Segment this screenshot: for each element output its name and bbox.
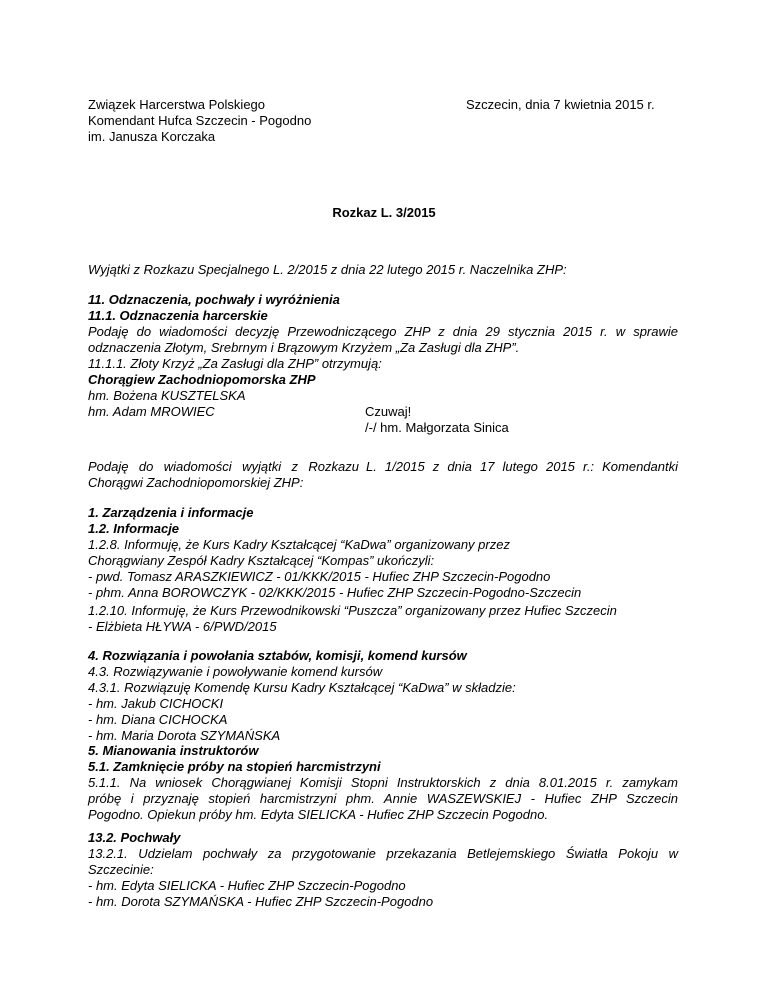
intro2-right-line-1: L. 1/2015 z dnia 17 lutego 2015 r.: Komendantki: [366, 459, 678, 474]
section-11: [88, 292, 678, 420]
section-13-para-line-2: Szczecinie:: [88, 862, 154, 877]
section-4-line-5: - hm. Maria Dorota SZYMAŃSKA: [88, 728, 281, 743]
section-1-2-10: [88, 603, 678, 635]
section-11-para-line-1: Podaję do wiadomości decyzję Przewodniczącego ZHP z dnia 29 stycznia 2015 r. w sprawie: [88, 324, 678, 339]
intro2-left-line-2: Chorągwi Zachodniopomorskiej ZHP:: [88, 475, 304, 490]
section-5-heading: 5. Mianowania instruktorów: [88, 743, 259, 758]
section-1-2-10-line-2: - Elżbieta HŁYWA - 6/PWD/2015: [88, 619, 277, 634]
section-4-line-1: 4.3. Rozwiązywanie i powoływanie komend kursów: [88, 664, 383, 679]
section-1-line-2: Chorągwiany Zespół Kadry Kształcącej “Kompas” ukończyli:: [88, 553, 435, 568]
section-5-para-line-2: próbę i przyznaję stopień harcmistrzyni phm. Annie WASZEWSKIEJ - Hufiec ZHP Szczecin: [88, 791, 678, 806]
section-11-1-heading: 11.1. Odznaczenia harcerskie: [88, 308, 268, 323]
section-4-line-2: 4.3.1. Rozwiązuję Komendę Kursu Kadry Kształcącej “KaDwa” w składzie:: [88, 680, 516, 695]
section-1-line-4: - phm. Anna BOROWCZYK - 02/KKK/2015 - Hufiec ZHP Szczecin-Pogodno-Szczecin: [88, 585, 582, 600]
section-4-line-4: - hm. Diana CICHOCKA: [88, 712, 228, 727]
section-13-2-heading: 13.2. Pochwały: [88, 830, 181, 845]
section-5: [88, 743, 678, 823]
section-11-para-line-2: odznaczenia Złotym, Srebrnym i Brązowym Krzyżem „Za Zasługi dla ZHP”.: [88, 340, 520, 355]
section-1-heading: 1. Zarządzenia i informacje: [88, 505, 254, 520]
section-4-line-3: - hm. Jakub CICHOCKI: [88, 696, 224, 711]
section-1-line-1: 1.2.8. Informuję, że Kurs Kadry Kształcącej “KaDwa” organizowany przez: [88, 537, 510, 552]
commended-1: - hm. Edyta SIELICKA - Hufiec ZHP Szczecin-Pogodno: [88, 878, 406, 893]
intro2-right: [366, 459, 678, 475]
org-line-2: Komendant Hufca Szczecin - Pogodno: [88, 113, 312, 128]
banner-name: Chorągiew Zachodniopomorska ZHP: [88, 372, 316, 387]
organization-header: [88, 97, 311, 145]
intro-line: Wyjątki z Rozkazu Specjalnego L. 2/2015 z dnia 22 lutego 2015 r. Naczelnika ZHP:: [88, 262, 567, 277]
document-title: Rozkaz L. 3/2015: [332, 205, 436, 220]
section-1-2-heading: 1.2. Informacje: [88, 521, 180, 536]
signature-block: [365, 404, 509, 436]
section-5-1-heading: 5.1. Zamknięcie próby na stopień harcmistrzyni: [88, 759, 381, 774]
section-5-para-line-3: Pogodno. Opiekun próby hm. Edyta SIELICKA - Hufiec ZHP Szczecin Pogodno.: [88, 807, 549, 822]
commended-2: - hm. Dorota SZYMAŃSKA - Hufiec ZHP Szczecin-Pogodno: [88, 894, 434, 909]
section-1-line-3: - pwd. Tomasz ARASZKIEWICZ - 01/KKK/2015 - Hufiec ZHP Szczecin-Pogodno: [88, 569, 551, 584]
section-4-heading: 4. Rozwiązania i powołania sztabów, komisji, komend kursów: [88, 648, 467, 663]
section-5-para-line-1: 5.1.1. Na wniosek Chorągwianej Komisji Stopni Instruktorskich z dnia 8.01.2015 r. zamykam: [88, 775, 678, 790]
org-line-1: Związek Harcerstwa Polskiego: [88, 97, 266, 112]
section-13-para-line-1: 13.2.1. Udzielam pochwały za przygotowanie przekazania Betlejemskiego Światła Pokoju w: [88, 846, 678, 861]
section-1-2-10-line-1: 1.2.10. Informuję, że Kurs Przewodnikowski “Puszcza” organizowany przez Hufiec Szczecin: [88, 603, 617, 618]
section-4: [88, 648, 678, 744]
awardee-1: hm. Bożena KUSZTELSKA: [88, 388, 246, 403]
signature-greeting: Czuwaj!: [365, 404, 412, 419]
place-date: Szczecin, dnia 7 kwietnia 2015 r.: [466, 97, 655, 112]
intro2-left-line-1: Podaję do wiadomości wyjątki z Rozkazu: [88, 459, 359, 474]
section-13-2: [88, 830, 678, 910]
org-line-3: im. Janusza Korczaka: [88, 129, 216, 144]
section-11-1-1-line: 11.1.1. Złoty Krzyż „Za Zasługi dla ZHP” otrzymują:: [88, 356, 382, 371]
awardee-2: hm. Adam MROWIEC: [88, 404, 215, 419]
intro2-left: [88, 459, 359, 491]
section-11-heading: 11. Odznaczenia, pochwały i wyróżnienia: [88, 292, 340, 307]
signature-name: /-/ hm. Małgorzata Sinica: [365, 420, 509, 435]
section-1: [88, 505, 678, 601]
